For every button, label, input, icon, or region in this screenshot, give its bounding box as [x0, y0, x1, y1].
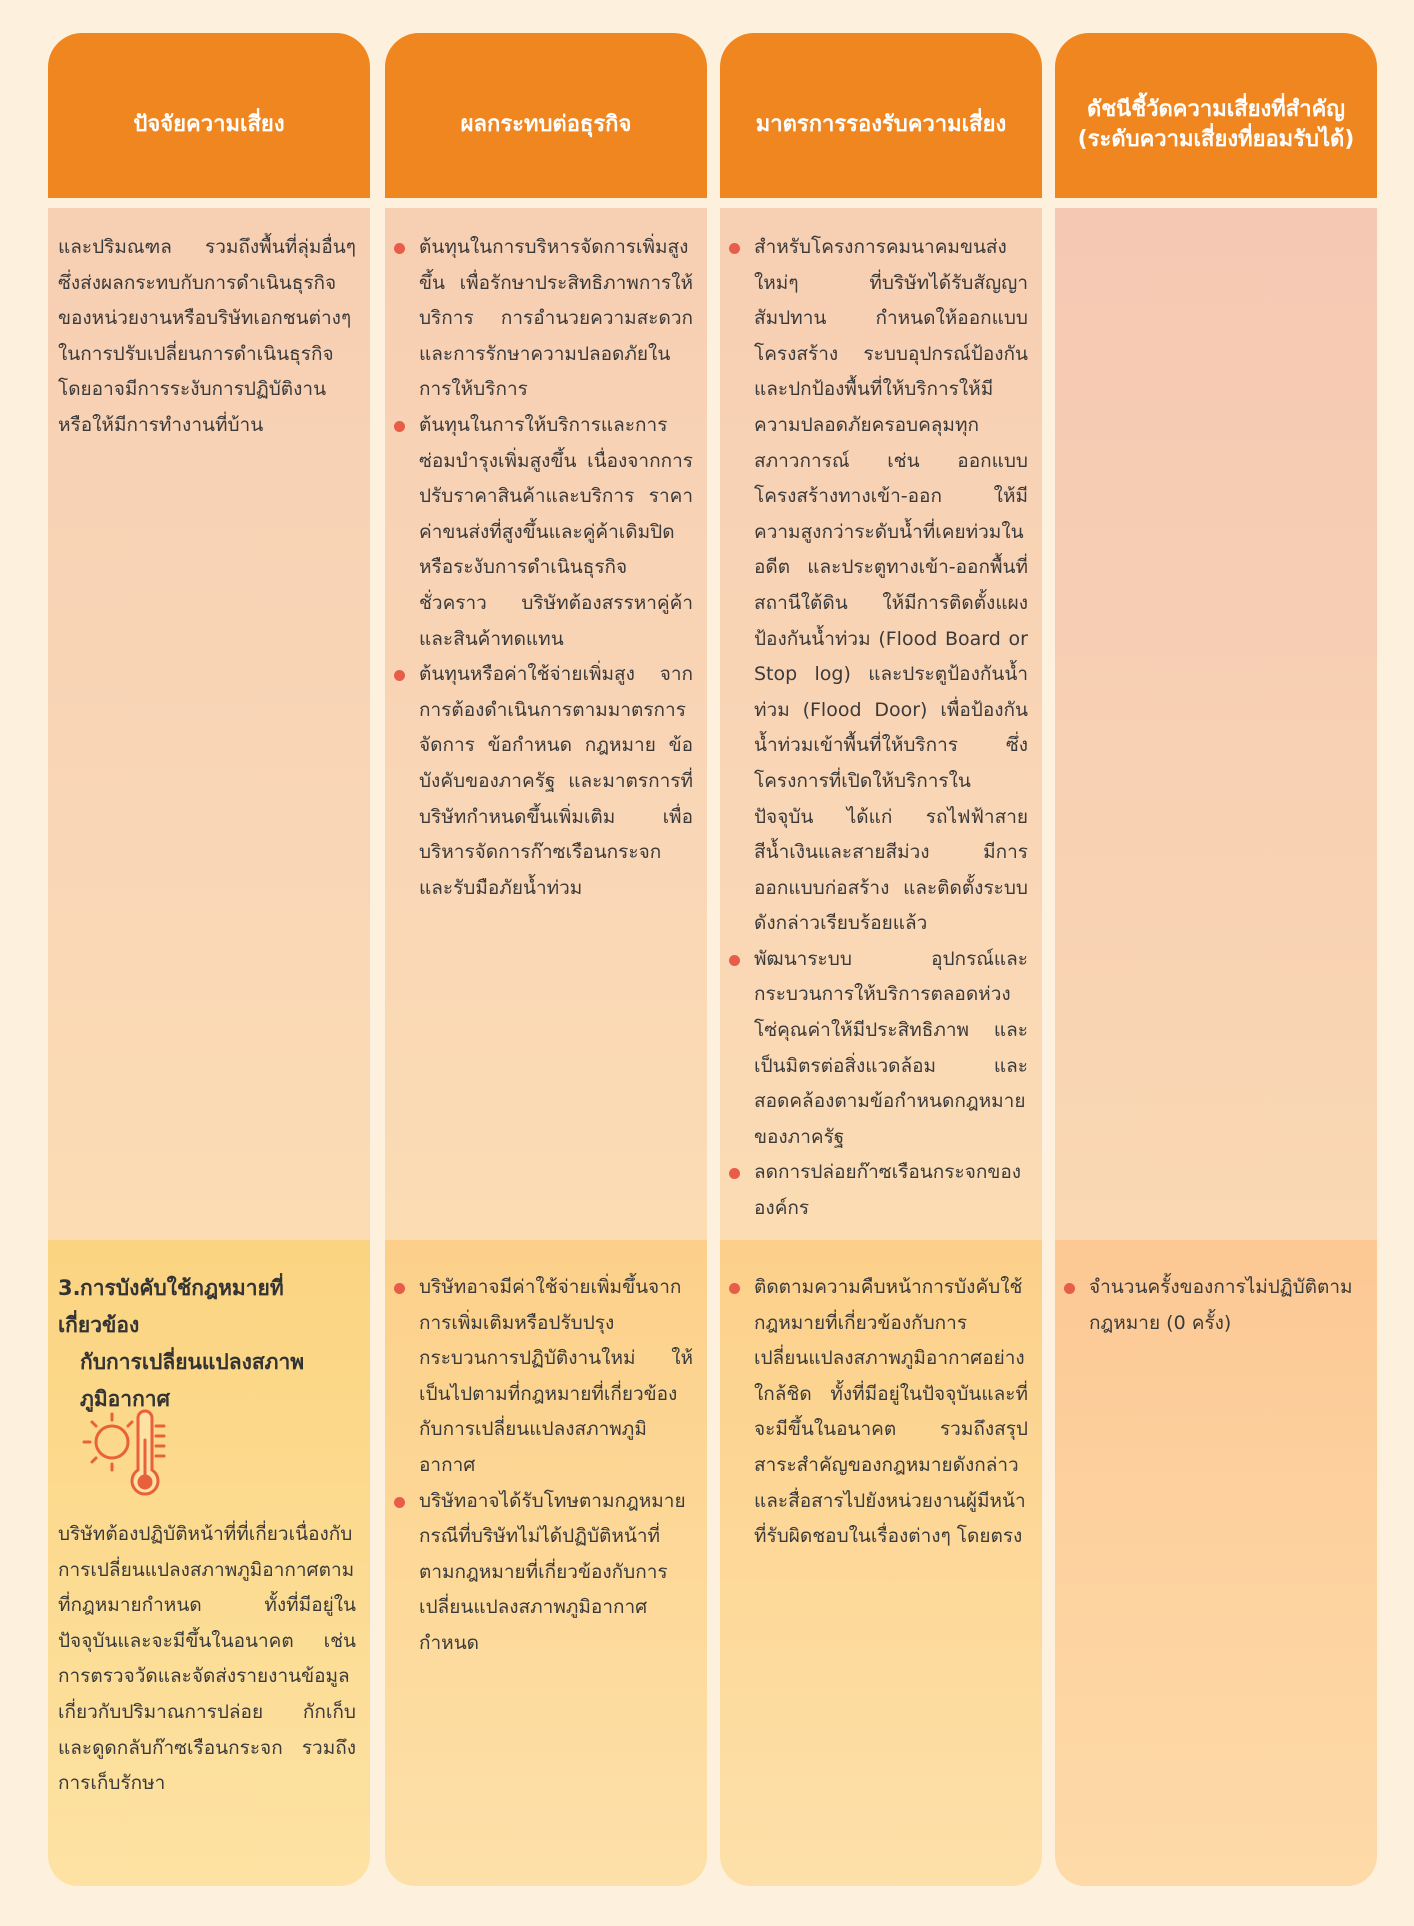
row1-measures-cell	[720, 208, 1042, 1240]
row2-kri-cell	[1055, 1240, 1377, 1886]
list-item: บริษัทอาจได้รับโทษตามกฎหมายกรณีที่บริษัทไม่ได้ปฏิบัติหน้าที่ตามกฎหมายที่เกี่ยวข้องกับการเปลี่ยนแปลงสภาพภูมิอากาศกำหนด	[391, 1484, 693, 1662]
list-item: พัฒนาระบบ อุปกรณ์และกระบวนการให้บริการตลอดห่วงโซ่คุณค่าให้มีประสิทธิภาพ และเป็นมิตรต่อสิ่งแวดล้อม และสอดคล้องตามข้อกำหนดกฎหมายของภาครัฐ	[726, 942, 1028, 1156]
header-business-impact-label: ผลกระทบต่อธุรกิจ	[460, 111, 632, 137]
header-risk-measures-label: มาตรการรองรับความเสี่ยง	[755, 111, 1007, 137]
row2-kri-list	[1061, 1270, 1363, 1341]
header-risk-factor	[48, 33, 370, 198]
header-kri	[1055, 33, 1377, 198]
row1-risk-factor-cell	[48, 208, 370, 1240]
risk-title-line1: การบังคับใช้กฎหมายที่เกี่ยวข้อง	[58, 1276, 284, 1337]
header-risk-factor-label: ปัจจัยความเสี่ยง	[133, 111, 285, 137]
row1-impact-list	[391, 230, 693, 906]
list-item: ต้นทุนหรือค่าใช้จ่ายเพิ่มสูง จากการต้องดำเนินการตามมาตรการจัดการ ข้อกำหนด กฎหมาย ข้อบังคับของภาครัฐ และมาตรการที่บริษัทกำหนดขึ้นเพิ่มเติม เพื่อบริหารจัดการก๊าซเรือนกระจก และรับมือภัยน้ำท่วม	[391, 657, 693, 906]
list-item: ต้นทุนในการบริหารจัดการเพิ่มสูงขึ้น เพื่อรักษาประสิทธิภาพการให้บริการ การอำนวยความสะดวก และการรักษาความปลอดภัยในการให้บริการ	[391, 230, 693, 408]
risk-number: 3.	[58, 1276, 81, 1300]
header-kri-line1: ดัชนีชี้วัดความเสี่ยงที่สำคัญ	[1086, 96, 1346, 122]
header-business-impact	[385, 33, 707, 198]
row2-measures-cell	[720, 1240, 1042, 1886]
row2-impact-list	[391, 1270, 693, 1662]
list-item: จำนวนครั้งของการไม่ปฏิบัติตามกฎหมาย (0 ครั้ง)	[1061, 1270, 1363, 1341]
thermometer-sun-icon	[78, 1400, 178, 1510]
row1-risk-factor-text: และปริมณฑล รวมถึงพื้นที่ลุ่มอื่นๆ ซึ่งส่งผลกระทบกับการดำเนินธุรกิจของหน่วยงานหรือบริษัทเอกชนต่างๆ ในการปรับเปลี่ยนการดำเนินธุรกิจ โดยอาจมีการระงับการปฏิบัติงานหรือให้มีการทำงานที่บ้าน	[58, 236, 356, 436]
row2-measures-list	[726, 1270, 1028, 1555]
header-risk-measures	[720, 33, 1042, 198]
list-item: ลดการปล่อยก๊าซเรือนกระจกขององค์กร	[726, 1155, 1028, 1226]
list-item: ติดตามความคืบหน้าการบังคับใช้กฎหมายที่เกี่ยวข้องกับการเปลี่ยนแปลงสภาพภูมิอากาศอย่างใกล้ชิด ทั้งที่มีอยู่ในปัจจุบันและที่จะมีขึ้นในอนาคต รวมถึงสรุปสาระสำคัญของกฎหมายดังกล่าวและสื่อสารไปยังหน่วยงานผู้มีหน้าที่รับผิดชอบในเรื่องต่างๆ โดยตรง	[726, 1270, 1028, 1555]
row2-risk-description: บริษัทต้องปฏิบัติหน้าที่ที่เกี่ยวเนื่องกับการเปลี่ยนแปลงสภาพภูมิอากาศตามที่กฎหมายกำหนด ทั้งที่มีอยู่ในปัจจุบันและจะมีขึ้นในอนาคต เช่น การตรวจวัดและจัดส่งรายงานข้อมูลเกี่ยวกับปริมาณการปล่อย กักเก็บ และดูดกลับก๊าซเรือนกระจก รวมถึงการเก็บรักษา	[58, 1523, 356, 1795]
risk-title-line2: กับการเปลี่ยนแปลงสภาพ	[80, 1350, 305, 1374]
list-item: ต้นทุนในการให้บริการและการซ่อมบำรุงเพิ่มสูงขึ้น เนื่องจากการปรับราคาสินค้าและบริการ ราคาค่าขนส่งที่สูงขึ้นและคู่ค้าเดิมปิดหรือระงับการดำเนินธุรกิจชั่วคราว บริษัทต้องสรรหาคู่ค้าและสินค้าทดแทน	[391, 408, 693, 657]
row2-risk-factor-cell	[48, 1240, 370, 1886]
risk-title-line3: ภูมิอากาศ	[80, 1387, 170, 1411]
row2-risk-title	[58, 1270, 360, 1418]
row2-impact-cell	[385, 1240, 707, 1886]
list-item: บริษัทอาจมีค่าใช้จ่ายเพิ่มขึ้นจากการเพิ่มเติมหรือปรับปรุงกระบวนการปฏิบัติงานใหม่ ให้เป็นไปตามที่กฎหมายที่เกี่ยวข้องกับการเปลี่ยนแปลงสภาพภูมิอากาศ	[391, 1270, 693, 1484]
list-item: สำหรับโครงการคมนาคมขนส่งใหม่ๆ ที่บริษัทได้รับสัญญาสัมปทาน กำหนดให้ออกแบบโครงสร้าง ระบบอุปกรณ์ป้องกันและปกป้องพื้นที่ให้บริการให้มีความปลอดภัยครอบคลุมทุกสภาวการณ์ เช่น ออกแบบโครงสร้างทางเข้า-ออก ให้มีความสูงกว่าระดับน้ำที่เคยท่วมในอดีต และประตูทางเข้า-ออกพื้นที่สถานีใต้ดิน ให้มีการติดตั้งแผงป้องกันน้ำท่วม (Flood Board or Stop log) และประตูป้องกันน้ำท่วม (Flood Door) เพื่อป้องกันน้ำท่วมเข้าพื้นที่ให้บริการ ซึ่งโครงการที่เปิดให้บริการในปัจจุบัน ได้แก่ รถไฟฟ้าสายสีน้ำเงินและสายสีม่วง มีการออกแบบก่อสร้าง และติดตั้งระบบดังกล่าวเรียบร้อยแล้ว	[726, 230, 1028, 942]
row1-measures-list	[726, 230, 1028, 1227]
row1-impact-cell	[385, 208, 707, 1240]
row1-kri-cell	[1055, 208, 1377, 1240]
header-kri-line2: (ระดับความเสี่ยงที่ยอมรับได้)	[1077, 126, 1355, 152]
